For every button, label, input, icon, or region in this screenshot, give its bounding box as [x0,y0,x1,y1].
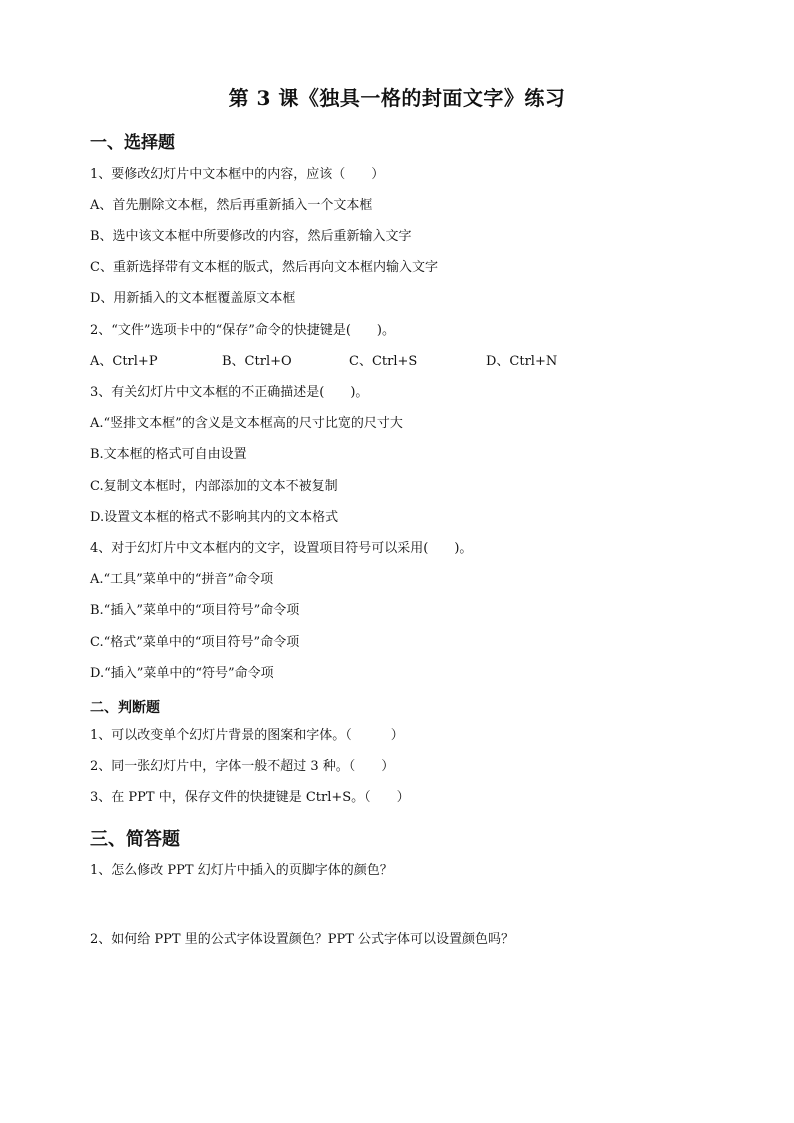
section-heading-judge: 二、判断题 [90,700,160,716]
section-heading-short-answer: 三、简答题 [90,829,180,850]
question-2-stem: 2、“文件”选项卡中的“保存”命令的快捷键是( )。 [90,323,395,338]
short-answer-item-2: 2、如何给 PPT 里的公式字体设置颜色？PPT 公式字体可以设置颜色吗？ [90,932,514,947]
judge-item-1: 1、可以改变单个幻灯片背景的图案和字体。（ ） [90,728,404,743]
judge-item-3: 3、在 PPT 中，保存文件的快捷键是 Ctrl+S。（ ） [90,790,410,805]
question-3-option-a: A.“竖排文本框”的含义是文本框高的尺寸比宽的尺寸大 [90,416,403,431]
question-4-option-d: D.“插入”菜单中的“符号”命令项 [90,666,274,681]
section-heading-choice: 一、选择题 [90,133,175,153]
question-3-option-b: B.文本框的格式可自由设置 [90,447,247,462]
question-2-option-b: B、Ctrl+O [222,354,292,369]
question-3-option-c: C.复制文本框时，内部添加的文本不被复制 [90,479,338,494]
question-4-stem: 4、对于幻灯片中文本框内的文字，设置项目符号可以采用( )。 [90,541,473,556]
question-3-stem: 3、有关幻灯片中文本框的不正确描述是( )。 [90,385,369,400]
question-1-option-a: A、首先删除文本框，然后再重新插入一个文本框 [90,198,373,213]
page-title: 第 3 课《独具一格的封面文字》练习 [228,86,566,110]
question-2-option-d: D、Ctrl+N [486,354,558,369]
question-1-stem: 1、要修改幻灯片中文本框中的内容，应该（ ） [90,167,385,182]
judge-item-2: 2、同一张幻灯片中，字体一般不超过 3 种。（ ） [90,759,395,774]
question-2-option-a: A、Ctrl+P [90,354,158,369]
question-1-option-c: C、重新选择带有文本框的版式，然后再向文本框内输入文字 [90,260,438,275]
question-1-option-b: B、选中该文本框中所要修改的内容，然后重新输入文字 [90,229,412,244]
question-1-option-d: D、用新插入的文本框覆盖原文本框 [90,291,296,306]
question-4-option-a: A.“工具”菜单中的“拼音”命令项 [90,572,274,587]
short-answer-item-1: 1、怎么修改 PPT 幻灯片中插入的页脚字体的颜色？ [90,863,393,878]
question-3-option-d: D.设置文本框的格式不影响其内的文本格式 [90,510,339,525]
question-2-option-c: C、Ctrl+S [349,354,418,369]
question-4-option-b: B.“插入”菜单中的“项目符号”命令项 [90,603,300,618]
question-4-option-c: C.“格式”菜单中的“项目符号”命令项 [90,635,300,650]
